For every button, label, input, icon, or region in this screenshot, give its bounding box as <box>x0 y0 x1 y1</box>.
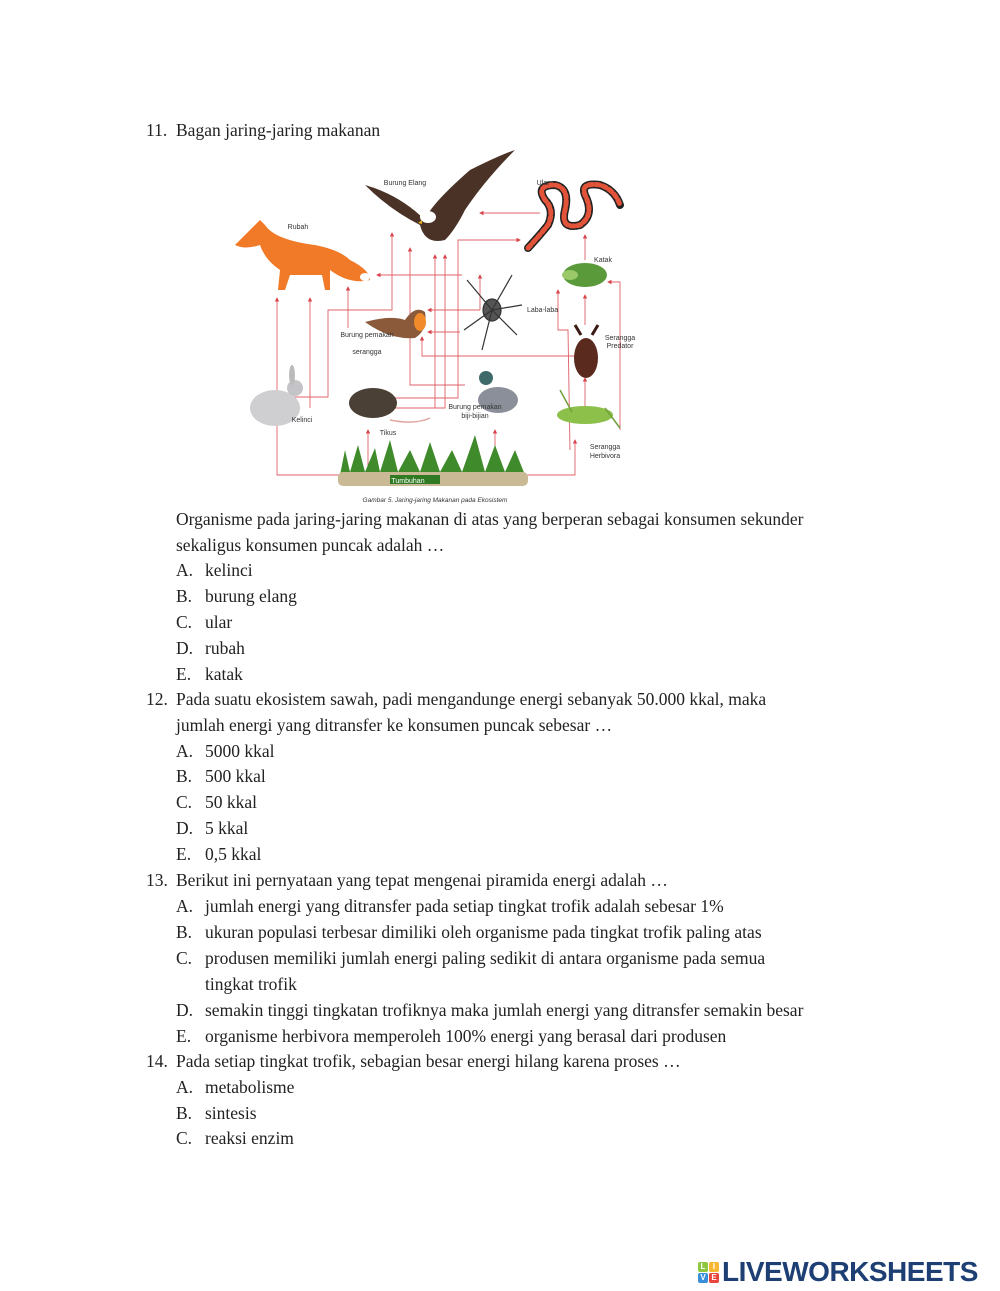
label-rat: Tikus <box>379 430 397 437</box>
label-spider: Laba-laba <box>527 307 559 314</box>
q13-option-e: E. organisme herbivora memperoleh 100% energi yang berasal dari produsen <box>176 1026 727 1046</box>
logo-text: LIVEWORKSHEETS <box>722 1256 978 1287</box>
q11-stem-2: sekaligus konsumen puncak adalah … <box>176 535 445 555</box>
q13-stem: Berikut ini pernyataan yang tepat mengenai piramida energi adalah … <box>176 870 668 890</box>
liveworksheets-logo <box>698 1256 978 1288</box>
label-insect-bird-2: serangga <box>352 349 382 356</box>
q14-option-a: A. metabolisme <box>176 1077 295 1097</box>
q14-option-c: C. reaksi enzim <box>176 1128 294 1148</box>
label-plants: Tumbuhan <box>391 478 425 485</box>
q11-title: Bagan jaring-jaring makanan <box>176 120 381 140</box>
q14-option-b: B. sintesis <box>176 1103 257 1123</box>
snake-image <box>528 184 620 248</box>
q12-option-b: B. 500 kkal <box>176 766 266 786</box>
label-insect-bird-1: Burung pemakan <box>340 332 394 339</box>
q13-option-c-cont: tingkat trofik <box>205 974 297 994</box>
label-predator-2: Predator <box>606 343 634 350</box>
q14-number: 14. <box>146 1051 168 1071</box>
label-seed-bird-1: Burung pemakan <box>448 404 502 411</box>
q12-option-a: A. 5000 kkal <box>176 741 275 761</box>
q12-option-e: E. 0,5 kkal <box>176 844 262 864</box>
q12-option-d: D. 5 kkal <box>176 818 249 838</box>
q12-option-c: C. 50 kkal <box>176 792 258 812</box>
q13-number: 13. <box>146 870 168 890</box>
live-tiles-icon: L I V E <box>698 1262 719 1283</box>
q11-stem-1: Organisme pada jaring-jaring makanan di atas yang berperan sebagai konsumen sekunder <box>176 509 804 529</box>
food-web-diagram <box>230 150 650 510</box>
eagle-image <box>365 150 515 241</box>
label-seed-bird-2: biji-bijian <box>461 413 489 420</box>
q11-option-d: D. rubah <box>176 638 245 658</box>
q11-number: 11. <box>146 120 168 140</box>
label-eagle: Burung Elang <box>383 180 427 187</box>
q11-option-e: E. katak <box>176 664 243 684</box>
frog-image <box>562 263 607 287</box>
q12-stem-1: Pada suatu ekosistem sawah, padi mengandunge energi sebanyak 50.000 kkal, maka <box>176 689 767 709</box>
q12-number: 12. <box>146 689 168 709</box>
label-predator-1: Serangga <box>604 335 636 342</box>
label-herbivore-1: Serangga <box>589 444 621 451</box>
spider-image <box>464 275 522 350</box>
q12-stem-2: jumlah energi yang ditransfer ke konsumen puncak sebesar … <box>176 715 613 735</box>
q11-option-a: A. kelinci <box>176 560 253 580</box>
diagram-caption: Gambar 5. Jaring-jaring Makanan pada Ekosistem <box>362 497 508 504</box>
beetle-image <box>574 325 598 378</box>
label-snake: Ular <box>536 180 550 187</box>
grasshopper-image <box>557 390 620 428</box>
label-fox: Rubah <box>287 224 309 231</box>
q13-option-b: B. ukuran populasi terbesar dimiliki oleh organisme pada tingkat trofik paling atas <box>176 922 762 942</box>
plants-image <box>338 435 528 486</box>
label-rabbit: Kelinci <box>291 417 313 424</box>
q13-option-c: C. produsen memiliki jumlah energi paling sedikit di antara organisme pada semua <box>176 948 766 968</box>
q13-option-a: A. jumlah energi yang ditransfer pada setiap tingkat trofik adalah sebesar 1% <box>176 896 724 916</box>
rat-image <box>349 388 430 422</box>
label-herbivore-2: Herbivora <box>589 453 621 460</box>
q13-option-d: D. semakin tinggi tingkatan trofiknya maka jumlah energi yang ditransfer semakin besar <box>176 1000 804 1020</box>
label-frog: Katak <box>594 257 612 264</box>
q11-option-c: C. ular <box>176 612 233 632</box>
q14-stem: Pada setiap tingkat trofik, sebagian besar energi hilang karena proses … <box>176 1051 681 1071</box>
q11-option-b: B. burung elang <box>176 586 297 606</box>
